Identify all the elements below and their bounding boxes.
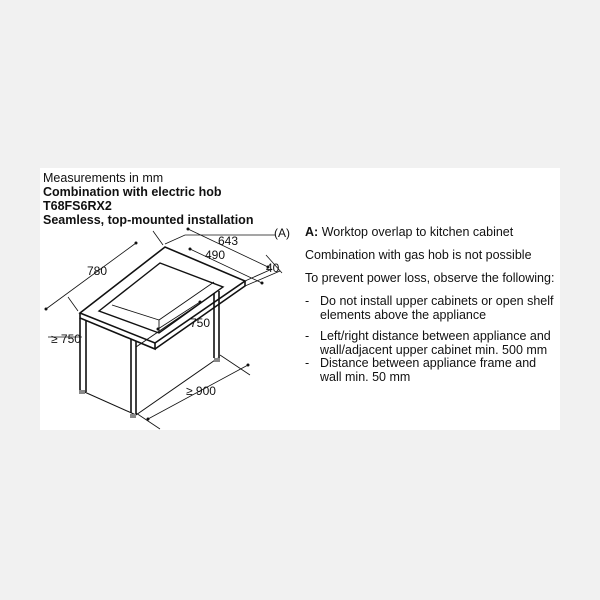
dim-780-label: 780 <box>87 264 108 278</box>
dash-icon: - <box>305 356 310 370</box>
list-item-text: Do not install upper cabinets or open shelf elements above the appliance <box>320 294 554 322</box>
dim-490-label: 490 <box>205 248 226 262</box>
dim-750-label: 750 <box>190 316 211 330</box>
note-a-label: A: <box>305 225 319 239</box>
list-item <box>305 295 560 322</box>
cabinet-base-front <box>80 390 136 415</box>
model-number: T68FS6RX2 <box>43 199 112 213</box>
header <box>43 171 253 227</box>
list-item-text: Left/right distance between appliance and wall/adjacent upper cabinet min. 500 mm <box>320 329 551 357</box>
dim-900-label: ≥ 900 <box>186 384 216 398</box>
dim-40-label: 40 <box>266 261 280 275</box>
dim-643-label: 643 <box>218 234 239 248</box>
dimension-arrows <box>45 228 270 421</box>
dim-750-left-label: ≥ 750 <box>51 332 81 346</box>
note-a <box>305 226 560 240</box>
product-title: Combination with electric hob <box>43 185 222 199</box>
dash-icon: - <box>305 329 310 343</box>
list-item-text: Distance between appliance frame and wall min. 50 mm <box>320 356 537 384</box>
list-item <box>305 330 560 357</box>
foot-back <box>214 358 220 362</box>
foot-front <box>130 414 136 418</box>
list-item <box>305 357 560 384</box>
note-gas: Combination with gas hob is not possible <box>305 248 532 262</box>
note-a-text: Worktop overlap to kitchen cabinet <box>321 225 514 239</box>
installation-drawing <box>40 225 300 430</box>
installation-type: Seamless, top-mounted installation <box>43 213 254 227</box>
cabinet-left-post <box>80 318 86 392</box>
note-power-intro: To prevent power loss, observe the following: <box>305 271 555 285</box>
dim-a-label: (A) <box>274 226 290 240</box>
notes <box>305 226 560 392</box>
units-label: Measurements in mm <box>43 171 164 185</box>
cabinet-front-post <box>131 339 136 415</box>
dash-icon: - <box>305 294 310 308</box>
bullet-list <box>305 295 560 384</box>
foot-left <box>79 390 85 394</box>
